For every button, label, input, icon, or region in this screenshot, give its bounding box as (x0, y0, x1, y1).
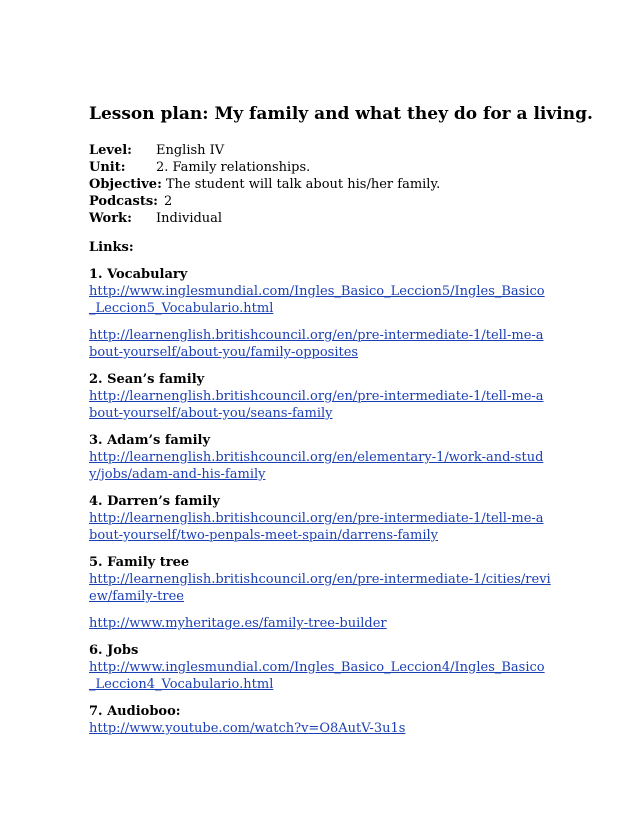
meta-podcasts-label: Podcasts: (89, 194, 158, 209)
meta-unit-value: 2. Family relationships. (156, 160, 311, 175)
document-page (89, 103, 593, 747)
section-adams-family (89, 432, 551, 483)
meta-work-label: Work: (89, 211, 132, 226)
meta-work-value: Individual (156, 211, 223, 226)
meta-objective (89, 176, 551, 193)
section-title: 2. Sean’s family (89, 372, 205, 387)
darrens-family-link[interactable]: http://learnenglish.britishcouncil.org/en/pre-intermediate-1/tell-me-about-yourself/two-penpals-meet-spain/darrens-family (89, 511, 544, 543)
adams-family-link[interactable]: http://learnenglish.britishcouncil.org/en/elementary-1/work-and-study/jobs/adam-and-his-family (89, 450, 544, 482)
vocabulary-link-inglesmundial[interactable]: http://www.inglesmundial.com/Ingles_Basico_Leccion5/Ingles_Basico_Leccion5_Vocabulario.html (89, 284, 545, 316)
meta-level (89, 142, 551, 159)
section-family-tree (89, 554, 551, 632)
family-tree-link-myheritage[interactable]: http://www.myheritage.es/family-tree-builder (89, 616, 387, 631)
meta-unit (89, 159, 551, 176)
section-title: 4. Darren’s family (89, 494, 220, 509)
meta-objective-label: Objective: (89, 177, 162, 192)
family-tree-link-britishcouncil[interactable]: http://learnenglish.britishcouncil.org/en/pre-intermediate-1/cities/review/family-tree (89, 572, 551, 604)
lesson-meta (89, 142, 551, 227)
vocabulary-link-family-opposites[interactable]: http://learnenglish.britishcouncil.org/en/pre-intermediate-1/tell-me-about-yourself/about-you/family-opposites (89, 328, 544, 360)
section-jobs (89, 642, 551, 693)
section-title: 1. Vocabulary (89, 267, 188, 282)
meta-objective-value: The student will talk about his/her family. (165, 177, 441, 192)
section-seans-family (89, 371, 551, 422)
section-title: 6. Jobs (89, 643, 139, 658)
meta-level-value: English IV (156, 143, 225, 158)
meta-podcasts-value: 2 (163, 194, 173, 209)
meta-level-label: Level: (89, 143, 132, 158)
section-audioboo (89, 703, 551, 737)
meta-work (89, 210, 551, 227)
meta-podcasts (89, 193, 551, 210)
audioboo-youtube-link[interactable]: http://www.youtube.com/watch?v=O8AutV-3u1s (89, 721, 406, 736)
seans-family-link[interactable]: http://learnenglish.britishcouncil.org/en/pre-intermediate-1/tell-me-about-yourself/about-you/seans-family (89, 389, 544, 421)
links-heading: Links: (89, 240, 134, 255)
page-title: Lesson plan: My family and what they do for a living. (89, 104, 593, 124)
jobs-link[interactable]: http://www.inglesmundial.com/Ingles_Basico_Leccion4/Ingles_Basico_Leccion4_Vocabulario.html (89, 660, 545, 692)
meta-unit-label: Unit: (89, 160, 126, 175)
section-title: 5. Family tree (89, 555, 190, 570)
section-title: 7. Audioboo: (89, 704, 181, 719)
section-darrens-family (89, 493, 551, 544)
section-title: 3. Adam’s family (89, 433, 211, 448)
section-vocabulary (89, 266, 551, 361)
